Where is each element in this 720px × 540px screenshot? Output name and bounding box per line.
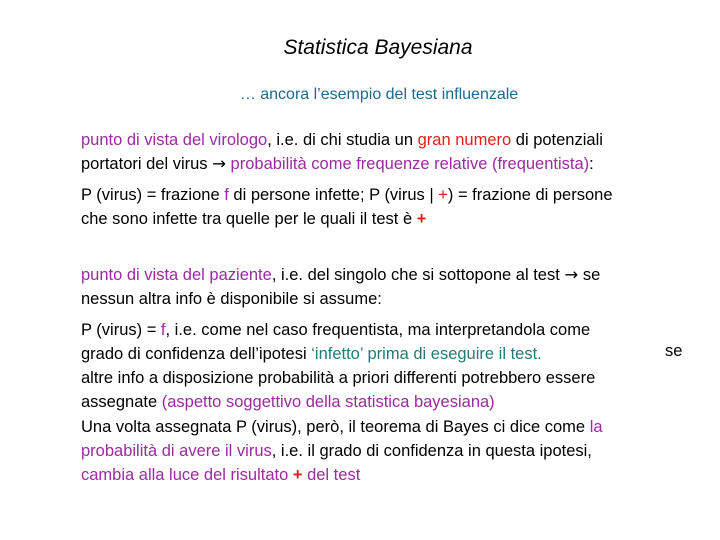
paragraph-subjective	[81, 318, 681, 414]
p1-line-1	[81, 128, 681, 152]
p2-text-4: che sono infette tra quelle per le quali il test è	[81, 210, 417, 228]
p5-text: Una volta assegnata P (virus), però, il teorema di Bayes ci dice come	[81, 418, 590, 436]
p1-text: , i.e. di chi studia un	[267, 131, 418, 149]
slide-subtitle: … ancora l’esempio del test influenzale	[239, 86, 519, 103]
paragraph-virologist	[81, 128, 681, 176]
p4-text-3: grado di confidenza dell’ipotesi	[81, 345, 312, 363]
p3-text-2: , i.e. del singolo che si sottopone al test	[271, 266, 565, 284]
p2-text: P (virus) = frazione	[81, 186, 225, 204]
paragraph-patient	[81, 263, 681, 311]
p5-text-2: , i.e. il grado di confidenza in questa ipotesi,	[271, 442, 592, 460]
p4-text-4: assegnate	[81, 393, 162, 411]
slide-title: Statistica Bayesiana	[283, 36, 473, 59]
p4-text: P (virus) =	[81, 321, 161, 339]
p4-line-4	[81, 390, 681, 414]
p2-plus-symbol: +	[438, 186, 448, 204]
p2-text-3: ) = frazione di persone	[447, 186, 613, 204]
p5-la-term: la	[589, 418, 603, 436]
paragraph-bayes	[81, 415, 681, 487]
p4-line-2	[81, 342, 681, 366]
p4-subjective-term: (aspetto soggettivo della statistica bayesiana)	[161, 393, 495, 411]
p1-text-3: portatori del virus	[81, 155, 213, 173]
arrow-icon: →	[564, 265, 579, 284]
p4-prior-term: ‘infetto’ prima di eseguire il test.	[311, 345, 542, 363]
p3-text-3: se	[578, 266, 601, 284]
p3-patient-term: paziente	[209, 266, 272, 284]
p1-large-number: gran numero	[417, 131, 512, 149]
paragraph-definitions	[81, 183, 681, 231]
p5-line-1	[81, 415, 681, 439]
p2-line-1	[81, 183, 681, 207]
p3-line-1	[81, 263, 681, 287]
p4-text-2: , i.e. come nel caso frequentista, ma interpretandola come	[165, 321, 591, 339]
p5-line-3	[81, 463, 681, 487]
p5-plus-symbol: +	[292, 466, 303, 484]
p5-changes-term: cambia alla luce del risultato	[81, 466, 293, 484]
p4-f-symbol: f	[160, 321, 166, 339]
p4-se-word: se	[665, 342, 683, 360]
p1-text-2: di potenziali	[511, 131, 603, 149]
p4-line-1	[81, 318, 681, 342]
p3-text: punto di vista del	[81, 266, 210, 284]
p2-f-symbol: f	[224, 186, 229, 204]
p2-plus-symbol-2: +	[416, 210, 427, 228]
p5-line-2	[81, 439, 681, 463]
p1-frequentist-term: probabilità come frequenze relative (frequentista)	[225, 155, 590, 173]
p2-line-2	[81, 207, 681, 231]
p1-colon: :	[589, 155, 594, 173]
p1-virologist-term: punto di vista del virologo	[81, 131, 268, 149]
p5-test-term: del test	[302, 466, 361, 484]
arrow-icon: →	[212, 154, 226, 173]
p5-probability-term: probabilità di avere il virus	[81, 442, 272, 460]
p1-line-2	[81, 152, 681, 176]
p2-text-2: di persone infette; P (virus |	[228, 186, 439, 204]
p4-line-3: altre info a disposizione probabilità a priori differenti potrebbero essere	[81, 369, 596, 387]
p3-line-2: nessun altra info è disponibile si assume:	[81, 290, 382, 308]
